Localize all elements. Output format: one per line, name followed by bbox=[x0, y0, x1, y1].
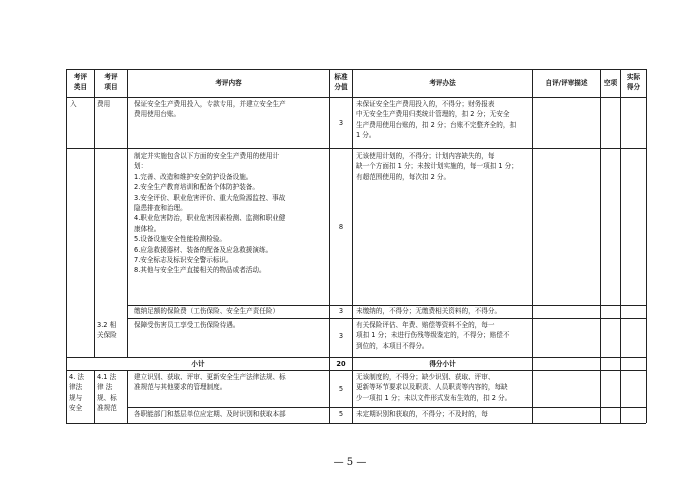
header-category: 考评 类目 bbox=[73, 73, 88, 92]
row3-score: 3 bbox=[338, 307, 344, 315]
col-rule bbox=[646, 69, 647, 423]
header-content: 考评内容 bbox=[215, 79, 242, 87]
header-self-review: 自评/评审描述 bbox=[545, 79, 588, 87]
row6-method: 未定期识别和获取的，不得分；不及时的，每 bbox=[356, 410, 488, 418]
row3-method: 未缴纳的，不得分；无缴费相关资料的，不得分。 bbox=[356, 307, 502, 315]
row-rule bbox=[127, 318, 646, 319]
header-method: 考评办法 bbox=[429, 79, 456, 87]
row4-content: 保障受伤害员工享受工伤保险待遇。 bbox=[134, 321, 240, 329]
row5-category: 4. 法 律法 规与 安全 bbox=[69, 373, 84, 413]
row1-content: 保证安全生产费用投入，专款专用，并建立安全生产 费用使用台账。 bbox=[134, 100, 286, 119]
col-rule bbox=[352, 69, 353, 423]
table-border-top bbox=[66, 69, 646, 70]
row4-score: 3 bbox=[338, 332, 344, 340]
row2-score: 8 bbox=[338, 223, 344, 231]
col-rule bbox=[600, 69, 601, 423]
row-rule bbox=[66, 357, 646, 358]
col-rule bbox=[620, 69, 621, 423]
row1-category: 入 bbox=[70, 100, 77, 108]
col-rule bbox=[66, 69, 67, 423]
row5-method: 无该制度的，不得分；缺少识别、获取、评审、 更新等环节要求以及职责、人员职责等内容的，每缺 少一项扣 1 分；未以文件形式发布生效的，扣 2 分。 bbox=[356, 373, 512, 402]
row2-content: 制定并实施包含以下方面的安全生产费用的使用计 划： 1.完善、改造和维护安全防护设备设施。 2.安全生产教育培训和配备个体防护装备。 3.安全评价、职业危害评价、重大危险源监控、事故 隐患排查和治理。 4.职业危害防治，职业危害因素检测、监测和职业健 康体检。 5.设备设施安全性能检测检验。 6.应急救援器材、装备的配备及应急救援演练。 7.安全标志及标识安全警示标识。 8.其他与安全生产直接相关的物品或者活动。 bbox=[134, 152, 286, 275]
col-rule bbox=[94, 370, 95, 423]
header-score: 标准 分值 bbox=[334, 73, 348, 92]
header-item: 考评 项目 bbox=[104, 73, 118, 92]
row3-content: 缴纳足额的保险费（工伤保险、安全生产责任险） bbox=[134, 307, 280, 315]
subtotal-method: 得分小计 bbox=[429, 360, 456, 368]
row-rule bbox=[127, 407, 646, 408]
table-header-rule bbox=[66, 97, 646, 98]
row6-score: 5 bbox=[338, 410, 344, 418]
col-rule bbox=[94, 69, 95, 357]
row5-content: 建立识别、获取、评审、更新安全生产法律法规、标 准规范与其他要求的管理制度。 bbox=[134, 373, 286, 392]
header-blank: 空项 bbox=[603, 79, 618, 87]
row-rule bbox=[66, 370, 646, 371]
row5-score: 5 bbox=[338, 385, 344, 393]
row1-method: 未保证安全生产费用投入的，不得分；财务报表 中无安全生产费用归类统计管理的，扣 2 分；无安全 生产费用使用台账的，扣 2 分；台账不完整齐全的，扣 1 分。 bbox=[356, 100, 517, 140]
page-number: — 5 — bbox=[333, 457, 367, 468]
header-actual: 实际 得分 bbox=[626, 73, 641, 92]
row6-content: 各职能部门和基层单位应定期、及时识别和获取本部 bbox=[134, 410, 286, 418]
col-rule bbox=[127, 370, 128, 423]
col-rule bbox=[127, 69, 128, 357]
row1-item: 费用 bbox=[97, 100, 111, 108]
row1-score: 3 bbox=[338, 119, 344, 127]
row4-item: 3.2 相 关保险 bbox=[97, 321, 117, 340]
subtotal-label: 小计 bbox=[191, 360, 205, 368]
row2-method: 无该使用计划的，不得分；计划内容缺失的，每 缺一个方面扣 1 分；未按计划实施的，每一项扣 1 分； 有超范围使用的，每次扣 2 分。 bbox=[356, 152, 518, 181]
row-rule bbox=[66, 148, 646, 149]
row5-item: 4.1 法 律 法 规、标 准规范 bbox=[97, 373, 117, 413]
row4-method: 有关保险评估、年费、赔偿等资料不全的，每一 项扣 1 分；未进行伤残等级鉴定的，不得分；赔偿不 到位的，本项目不得分。 bbox=[356, 321, 510, 350]
subtotal-score: 20 bbox=[336, 360, 346, 368]
table-border-bottom bbox=[66, 423, 646, 424]
col-rule bbox=[532, 69, 533, 423]
